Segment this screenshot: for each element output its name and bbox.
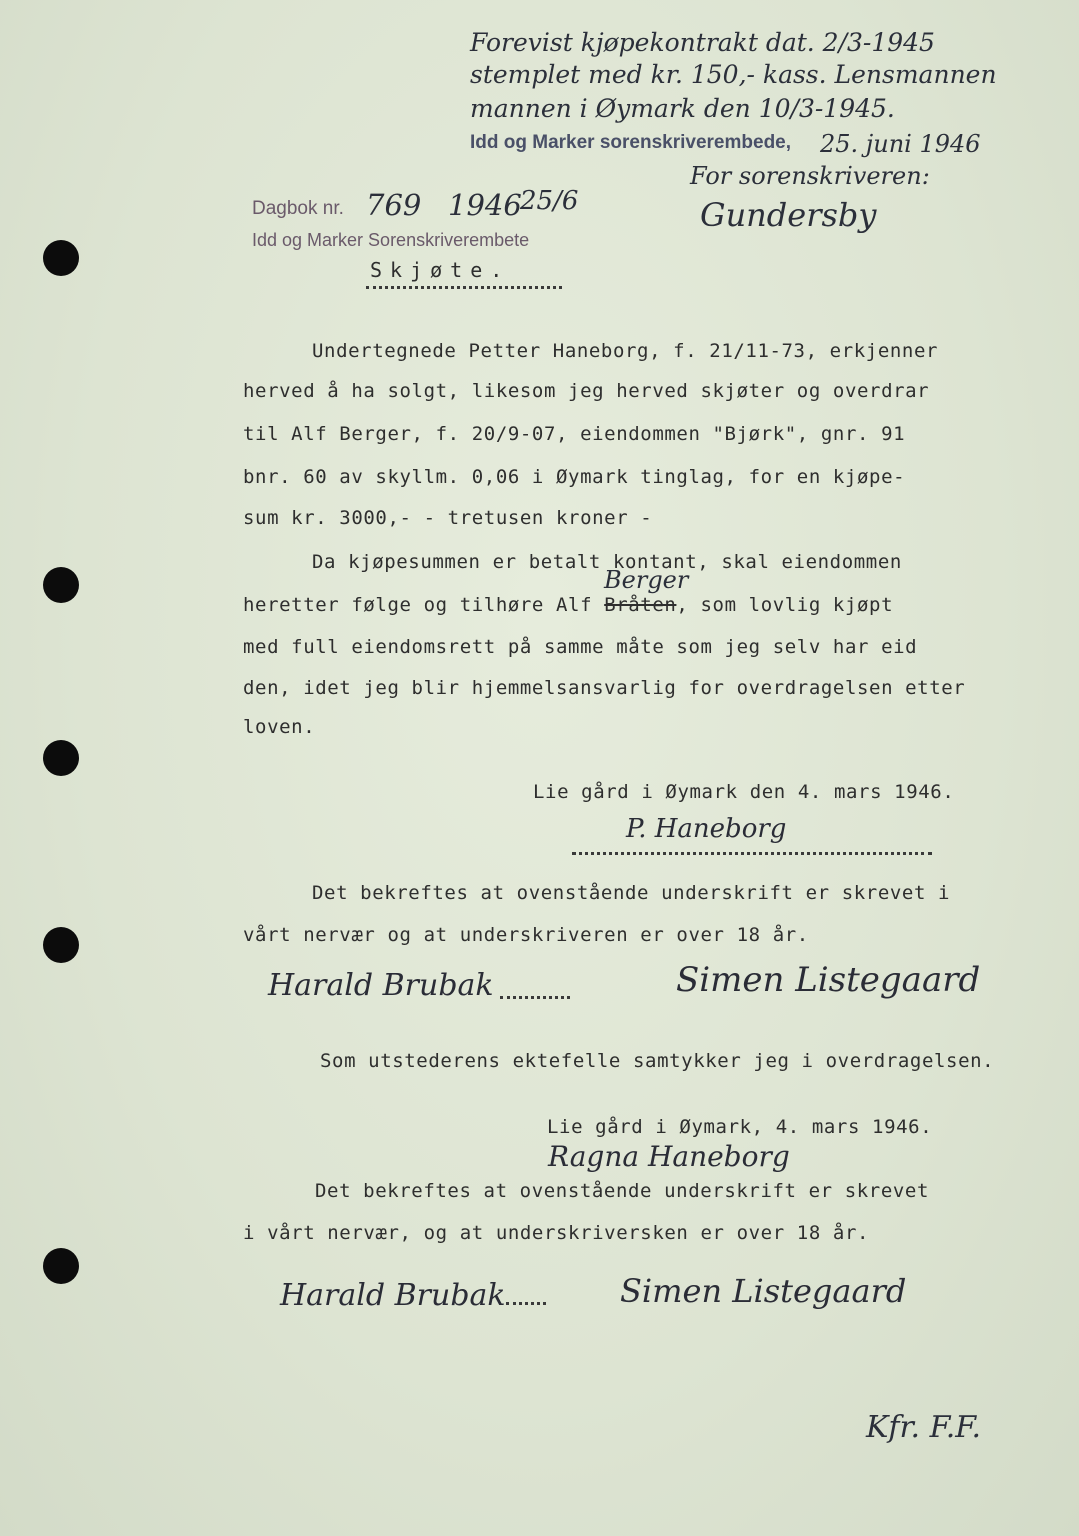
body-line: med full eiendomsrett på samme måte som jeg selv har eid	[243, 636, 918, 658]
place-date: Lie gård i Øymark den 4. mars 1946.	[533, 781, 955, 803]
witness-text: Det bekreftes at ovenstående underskrift er skrevet	[315, 1180, 929, 1202]
annotation-line-3: mannen i Øymark den 10/3-1945.	[470, 94, 895, 123]
title-underline	[366, 286, 562, 289]
document-title: Skjøte.	[370, 258, 511, 282]
witness-text: vårt nervær og at underskriveren er over 18 år.	[243, 924, 809, 946]
struck-name: Bråten	[604, 594, 677, 616]
body-line: Da kjøpesummen er betalt kontant, skal eiendommen	[312, 551, 902, 573]
body-line: bnr. 60 av skyllm. 0,06 i Øymark tinglag, for en kjøpe-	[243, 466, 906, 488]
seller-signature: P. Haneborg	[626, 814, 787, 844]
punch-hole	[43, 927, 79, 963]
witness-signature-left: Harald Brubak	[280, 1278, 506, 1313]
inserted-name: Berger	[604, 566, 689, 594]
punch-hole	[43, 1248, 79, 1284]
registry-number: 769	[366, 188, 422, 222]
witness-text: Det bekreftes at ovenstående underskrift er skrevet i	[312, 882, 951, 904]
signature-line	[572, 852, 932, 855]
place-date: Lie gård i Øymark, 4. mars 1946.	[547, 1116, 933, 1138]
witness-signature-right: Simen Listegaard	[620, 1272, 907, 1310]
body-line: Undertegnede Petter Haneborg, f. 21/11-73, erkjenner	[312, 340, 939, 362]
body-line: loven.	[243, 716, 316, 738]
witness-text: i vårt nervær, og at underskriversken er over 18 år.	[243, 1222, 870, 1244]
spouse-signature: Ragna Haneborg	[548, 1140, 790, 1173]
initials: Kfr. F.F.	[866, 1410, 981, 1445]
body-line: sum kr. 3000,- - tretusen kroner -	[243, 507, 653, 529]
annotation-signature: Gundersby	[700, 196, 877, 234]
witness-signature-left: Harald Brubak	[268, 968, 494, 1003]
signature-dots	[500, 996, 570, 999]
body-text: , som lovlig kjøpt	[676, 594, 894, 616]
witness-signature-right: Simen Listegaard	[676, 960, 981, 1000]
registry-label: Dagbok nr.	[252, 198, 344, 219]
punch-hole	[43, 567, 79, 603]
signature-dots	[506, 1302, 546, 1305]
annotation-line-2: stemplet med kr. 150,- kass. Lensmannen	[470, 60, 997, 89]
registry-date: 25/6	[520, 186, 579, 216]
body-line	[243, 594, 893, 616]
office-stamp: Idd og Marker sorenskriverembede,	[470, 132, 792, 153]
registry-office: Idd og Marker Sorenskriverembete	[252, 230, 530, 250]
body-line: til Alf Berger, f. 20/9-07, eiendommen "Bjørk", gnr. 91	[243, 423, 906, 445]
annotation-for-line: For sorenskriveren:	[690, 162, 930, 190]
punch-hole	[43, 240, 79, 276]
body-text: heretter følge og tilhøre Alf	[243, 594, 593, 616]
consent-text: Som utstederens ektefelle samtykker jeg i overdragelsen.	[320, 1050, 995, 1072]
registry-year: 1946	[448, 188, 522, 222]
punch-hole	[43, 740, 79, 776]
annotation-date: 25. juni 1946	[820, 130, 981, 158]
annotation-line-1: Forevist kjøpekontrakt dat. 2/3-1945	[470, 28, 935, 57]
body-line: herved å ha solgt, likesom jeg herved skjøter og overdrar	[243, 380, 930, 402]
body-line: den, idet jeg blir hjemmelsansvarlig for overdragelsen etter	[243, 677, 966, 699]
